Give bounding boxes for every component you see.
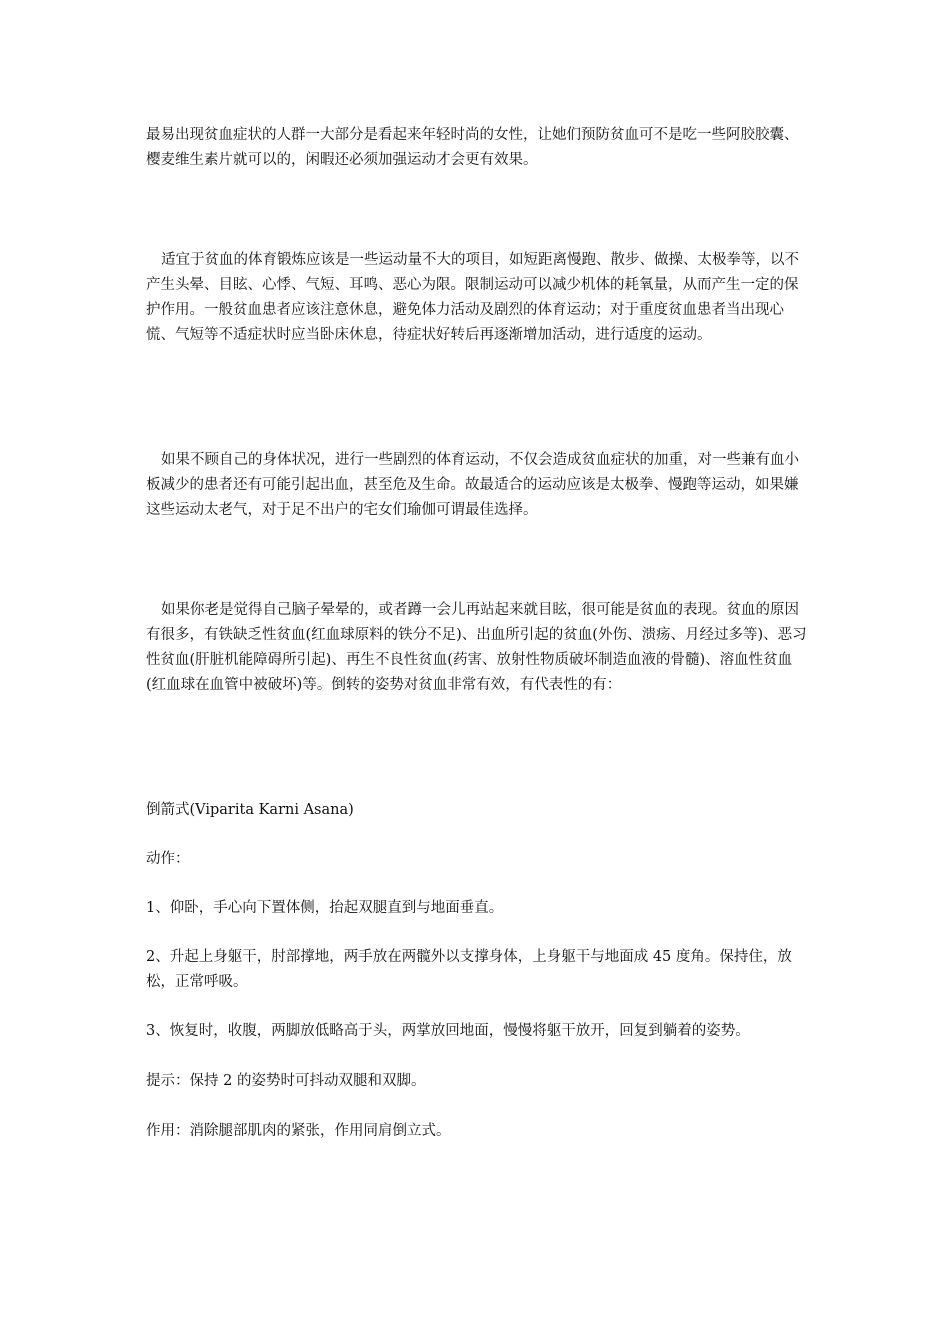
movement-heading: 动作： <box>146 851 190 867</box>
paragraph-anemia-causes: 如果你老是觉得自己脑子晕晕的，或者蹲一会儿再站起来就目眩，很可能是贫血的表现。贫血的原因有很多，有铁缺乏性贫血(红血球原料的铁分不足)、出血所引起的贫血(外伤、溃疡、月经过多等)、恶习性贫血(肝脏机能障碍所引起)、再生不良性贫血(药害、放射性物质破坏制造血液的骨髓)、溶血性贫血(红血球在血管中被破坏)等。倒转的姿势对贫血非常有效，有代表性的有： <box>146 602 807 693</box>
paragraph-intro: 最易出现贫血症状的人群一大部分是看起来年轻时尚的女性，让她们预防贫血可不是吃一些阿胶胶囊、樱麦维生素片就可以的，闲暇还必须加强运动才会更有效果。 <box>146 127 799 168</box>
paragraph-suitable-exercise: 适宜于贫血的体育锻炼应该是一些运动量不大的项目，如短距离慢跑、散步、做操、太极拳等，以不产生头晕、目眩、心悸、气短、耳鸣、恶心为限。限制运动可以减少机体的耗氧量，从而产生一定的保护作用。一般贫血患者应该注意休息，避免体力活动及剧烈的体育运动；对于重度贫血患者当出现心慌、气短等不适症状时应当卧床休息，待症状好转后再逐渐增加活动，进行适度的运动。 <box>146 252 799 343</box>
paragraph-avoid-strenuous: 如果不顾自己的身体状况，进行一些剧烈的体育运动，不仅会造成贫血症状的加重，对一些兼有血小板减少的患者还有可能引起出血，甚至危及生命。故最适合的运动应该是太极拳、慢跑等运动，如果嫌这些运动太老气，对于足不出户的宅女们瑜伽可谓最佳选择。 <box>146 452 799 518</box>
effect: 作用：消除腿部肌肉的紧张，作用同肩倒立式。 <box>146 1123 451 1139</box>
tip: 提示：保持 2 的姿势时可抖动双腿和双脚。 <box>146 1073 426 1089</box>
step-1: 1、仰卧，手心向下置体侧，抬起双腿直到与地面垂直。 <box>146 900 504 916</box>
pose-title: 倒箭式(Viparita Karni Asana) <box>146 802 354 818</box>
step-3: 3、恢复时，收腹，两脚放低略高于头，两掌放回地面，慢慢将躯干放开，回复到躺着的姿势。 <box>146 1023 750 1039</box>
step-2: 2、升起上身躯干，肘部撑地，两手放在两髋外以支撑身体，上身躯干与地面成 45 度角。保持住，放松，正常呼吸。 <box>146 949 792 990</box>
